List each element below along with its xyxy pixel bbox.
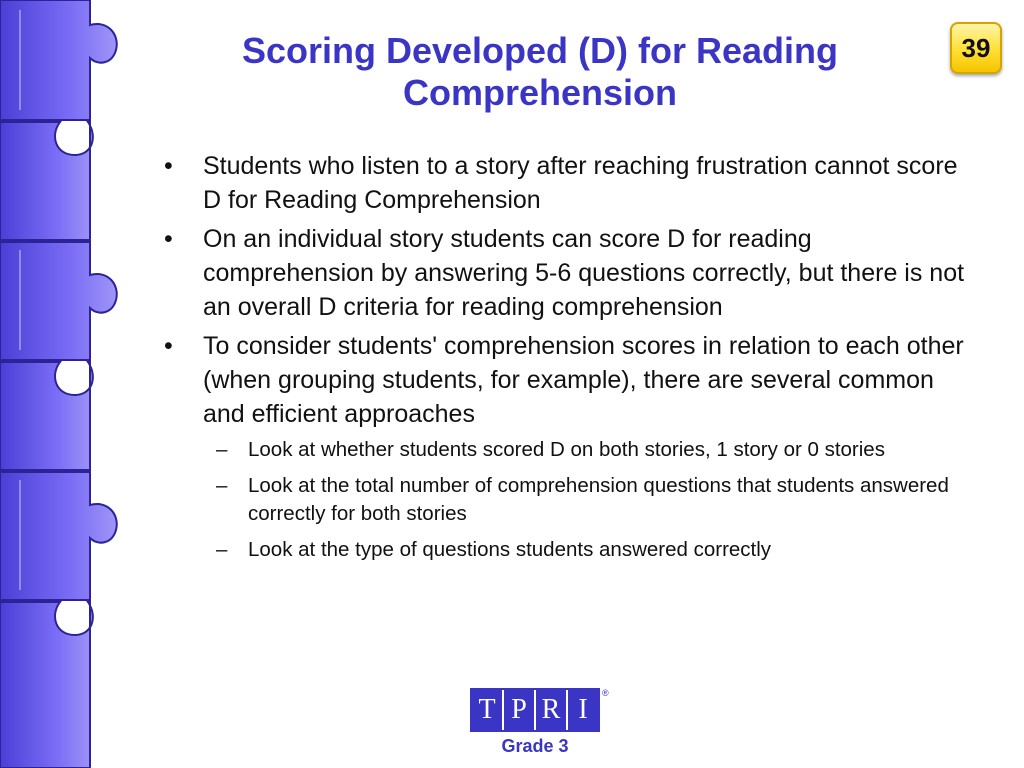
logo-letter: R bbox=[536, 690, 568, 730]
tpri-logo-letters bbox=[470, 688, 600, 732]
sub-bullet-list bbox=[162, 436, 982, 564]
bullet-list bbox=[162, 149, 982, 572]
sub-bullet-marker: – bbox=[216, 538, 228, 561]
bullet-marker: • bbox=[164, 152, 173, 180]
grade-label: Grade 3 bbox=[501, 736, 569, 756]
sub-bullet-marker: – bbox=[216, 474, 228, 497]
slide-number: 39 bbox=[961, 32, 991, 63]
bullet-marker: • bbox=[164, 332, 173, 360]
slide-number-badge bbox=[950, 22, 1002, 74]
bullet-text: To consider students' comprehension scores in relation to each other (when grouping students, for example), there are several common and efficient approaches bbox=[203, 332, 964, 428]
sub-bullet-item bbox=[162, 536, 982, 564]
registered-mark: ® bbox=[602, 688, 609, 698]
sub-bullet-marker: – bbox=[216, 438, 228, 461]
tpri-logo bbox=[470, 688, 610, 768]
bullet-text: On an individual story students can score D for reading comprehension by answering 5-6 questions correctly, but there is not an overall D criteria for reading comprehension bbox=[203, 225, 965, 321]
logo-letter: I bbox=[578, 694, 588, 725]
sub-bullet-item bbox=[162, 472, 982, 528]
logo-letter: T bbox=[472, 690, 504, 730]
logo-letter: P bbox=[504, 690, 536, 730]
sub-bullet-text: Look at whether students scored D on both stories, 1 story or 0 stories bbox=[248, 438, 885, 461]
bullet-item bbox=[162, 329, 982, 564]
puzzle-piece-border bbox=[0, 0, 160, 768]
sub-bullet-text: Look at the total number of comprehension questions that students answered correctly for both stories bbox=[248, 474, 949, 525]
bullet-item bbox=[162, 149, 982, 217]
bullet-marker: • bbox=[164, 225, 173, 253]
sub-bullet-text: Look at the type of questions students answered correctly bbox=[248, 538, 772, 561]
sub-bullet-item bbox=[162, 436, 982, 464]
bullet-item bbox=[162, 222, 982, 324]
slide-title: Scoring Developed (D) for Reading Comprehension bbox=[241, 30, 839, 113]
bullet-text: Students who listen to a story after reaching frustration cannot score D for Reading Comprehension bbox=[203, 152, 958, 214]
